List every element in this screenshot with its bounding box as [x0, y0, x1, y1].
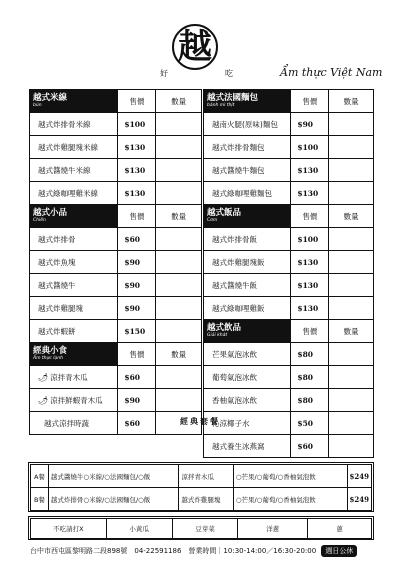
set-side: 涼拌青木瓜: [179, 465, 233, 488]
set-drink-choice[interactable]: ○芒果/○葡萄/○香柚氣泡飲: [233, 465, 347, 488]
menu-item-row: [30, 251, 202, 274]
section-title: 越式小品 Chiên: [30, 205, 118, 228]
section-header-snack: [30, 205, 202, 228]
item-price: $60: [118, 366, 156, 389]
menu-item-row: [204, 251, 374, 274]
store-address-hours: 台中市西屯區黎明路二段898號 04-22591186 營業時間｜10:30-14:00／16:30-20:00: [30, 547, 317, 555]
price-header: 售價: [291, 320, 329, 343]
item-price: $150: [118, 320, 156, 343]
set-meal-row-b: [31, 488, 372, 511]
set-side: 越式炸雞腿塊: [179, 488, 233, 511]
set-tag: B餐: [31, 488, 49, 511]
section-header-bread: [204, 90, 374, 113]
item-price: $130: [291, 182, 329, 205]
closed-day-badge: 週日公休: [321, 545, 357, 557]
item-price: $90: [118, 274, 156, 297]
qty-cell[interactable]: [329, 182, 374, 205]
item-name: 🌶 涼拌鮮蝦青木瓜: [30, 389, 118, 412]
item-price: $90: [291, 113, 329, 136]
item-name: 葡萄氣泡冰飲: [204, 366, 291, 389]
item-name: 越式炸雞腿塊飯: [204, 251, 291, 274]
menu-item-row: [204, 435, 374, 458]
qty-header: 數量: [329, 90, 374, 113]
qty-cell[interactable]: [329, 136, 374, 159]
item-price: $90: [118, 297, 156, 320]
menu-item-row: [30, 389, 202, 412]
item-name: 越南火腿(原味)麵包: [204, 113, 291, 136]
exclusion-option-scallion[interactable]: 蔥: [308, 519, 372, 539]
qty-cell[interactable]: [156, 274, 202, 297]
menu-item-row: [30, 320, 202, 343]
section-header-drink: [204, 320, 374, 343]
item-name: 越式醬燒牛麵包: [204, 159, 291, 182]
menu-item-row: [204, 389, 374, 412]
menu-item-row: [30, 366, 202, 389]
item-name: 越式炸排骨飯: [204, 228, 291, 251]
set-tag: A餐: [31, 465, 49, 488]
menu-item-row: [204, 366, 374, 389]
set-meal-title: 經典套餐: [180, 417, 220, 426]
qty-header: 數量: [329, 205, 374, 228]
item-price: $130: [118, 182, 156, 205]
qty-cell[interactable]: [156, 297, 202, 320]
set-main-choice[interactable]: 越式炸排骨○米線/○法國麵包/○飯: [48, 488, 178, 511]
section-header-cold: [30, 343, 202, 366]
item-price: $130: [118, 159, 156, 182]
menu-item-row: [30, 182, 202, 205]
set-price: $249: [347, 465, 372, 488]
chili-icon: 🌶: [38, 395, 49, 405]
brand-name: Ẩm thực Việt Nam: [280, 66, 383, 79]
menu-item-row: [204, 343, 374, 366]
item-price: $100: [291, 136, 329, 159]
qty-cell[interactable]: [329, 228, 374, 251]
menu-item-row: [30, 159, 202, 182]
section-header-noodle: [30, 90, 202, 113]
qty-header: 數量: [156, 343, 202, 366]
menu-item-row: [204, 274, 374, 297]
item-name: 越式綠咖哩雞麵包: [204, 182, 291, 205]
section-title: 經典小食 Ẩm thực lạnh: [30, 343, 118, 366]
menu-item-row: [30, 274, 202, 297]
menu-header: [0, 0, 400, 90]
item-name: 越式綠咖哩雞飯: [204, 297, 291, 320]
qty-cell[interactable]: [156, 136, 202, 159]
qty-cell[interactable]: [156, 182, 202, 205]
menu-item-row: [204, 228, 374, 251]
item-price: $80: [291, 389, 329, 412]
item-name: 越式醬燒牛米線: [30, 159, 118, 182]
item-name: 越式涼拌時蔬: [30, 412, 118, 435]
set-meal-table: [30, 464, 372, 511]
item-price: $100: [118, 113, 156, 136]
item-name: 越式炸雞腿塊: [30, 297, 118, 320]
qty-cell[interactable]: [329, 274, 374, 297]
set-drink-choice[interactable]: ○芒果/○葡萄/○香柚氣泡飲: [233, 488, 347, 511]
qty-cell[interactable]: [156, 251, 202, 274]
exclusion-option-cucumber[interactable]: 小黃瓜: [106, 519, 172, 539]
qty-cell[interactable]: [156, 320, 202, 343]
menu-item-row: [30, 136, 202, 159]
item-price: $80: [291, 366, 329, 389]
section-title: 越式法國麵包 bánh mì thịt: [204, 90, 291, 113]
menu-item-row: [204, 182, 374, 205]
section-title: 越式飲品 Giải khát: [204, 320, 291, 343]
item-price: $130: [291, 251, 329, 274]
item-name: 越式醬燒牛: [30, 274, 118, 297]
price-header: 售價: [118, 90, 156, 113]
menu-right-column: [203, 89, 374, 458]
qty-cell[interactable]: [329, 343, 374, 366]
item-name: 越式炸魚塊: [30, 251, 118, 274]
item-name: 越式炸雞腿塊米線: [30, 136, 118, 159]
menu-item-row: [204, 113, 374, 136]
store-info-footer: [30, 545, 357, 557]
qty-cell[interactable]: [156, 366, 202, 389]
price-header: 售價: [291, 205, 329, 228]
item-price: $100: [291, 228, 329, 251]
menu-item-row: [204, 297, 374, 320]
qty-cell[interactable]: [156, 228, 202, 251]
menu-item-row: [204, 159, 374, 182]
item-name: 越式養生冰燕窩: [204, 435, 291, 458]
section-header-rice: [204, 205, 374, 228]
item-price: $130: [291, 297, 329, 320]
qty-cell[interactable]: [329, 366, 374, 389]
exclusion-option-bean-sprouts[interactable]: 豆芽菜: [172, 519, 238, 539]
item-price: $90: [118, 389, 156, 412]
menu-left-column: [29, 89, 202, 435]
logo-left-char: 好: [160, 69, 168, 78]
qty-cell[interactable]: [329, 297, 374, 320]
exclusion-option-onion[interactable]: 洋蔥: [238, 519, 308, 539]
item-price: $60: [118, 228, 156, 251]
qty-header: 數量: [156, 90, 202, 113]
price-header: 售價: [291, 90, 329, 113]
qty-cell[interactable]: [156, 113, 202, 136]
qty-header: 數量: [156, 205, 202, 228]
qty-header: 數量: [329, 320, 374, 343]
set-price: $249: [347, 488, 372, 511]
item-name: 越式炸排骨麵包: [204, 136, 291, 159]
item-price: $130: [291, 159, 329, 182]
exclusion-instruction: 不吃請打X: [31, 519, 107, 539]
item-name: 越式醬燒牛飯: [204, 274, 291, 297]
item-name: 越式炸蝦餅: [30, 320, 118, 343]
item-name: 香柚氣泡冰飲: [204, 389, 291, 412]
section-title: 越式米線 bún: [30, 90, 118, 113]
item-price: $130: [291, 274, 329, 297]
item-price: $50: [291, 412, 329, 435]
item-price: $90: [118, 251, 156, 274]
item-name: 越式綠咖哩雞米線: [30, 182, 118, 205]
item-name: 越式炸排骨米線: [30, 113, 118, 136]
logo-emblem: [172, 24, 218, 70]
qty-cell[interactable]: [329, 159, 374, 182]
qty-cell[interactable]: [329, 251, 374, 274]
section-title: 越式飯品 Cơm: [204, 205, 291, 228]
logo-right-char: 吃: [225, 69, 233, 78]
qty-cell[interactable]: [156, 159, 202, 182]
menu-item-row: [30, 113, 202, 136]
menu-item-row: [30, 228, 202, 251]
item-price: $130: [118, 136, 156, 159]
item-name: 沁涼椰子水: [204, 412, 291, 435]
item-name: 🌶 涼拌青木瓜: [30, 366, 118, 389]
item-price: $60: [291, 435, 329, 458]
set-meal-row-a: [31, 465, 372, 488]
item-price: $60: [118, 412, 156, 435]
item-name: 越式炸排骨: [30, 228, 118, 251]
logo-character: 越: [178, 27, 212, 67]
exclusion-options-table: [30, 518, 372, 539]
menu-item-row: [30, 297, 202, 320]
qty-cell[interactable]: [156, 389, 202, 412]
price-header: 售價: [118, 343, 156, 366]
qty-cell[interactable]: [329, 435, 374, 458]
item-price: $80: [291, 343, 329, 366]
qty-cell[interactable]: [329, 113, 374, 136]
qty-cell[interactable]: [329, 389, 374, 412]
price-header: 售價: [118, 205, 156, 228]
menu-item-row: [204, 136, 374, 159]
set-main-choice[interactable]: 越式醬燒牛○米線/○法國麵包/○飯: [48, 465, 178, 488]
item-name: 芒果氣泡冰飲: [204, 343, 291, 366]
chili-icon: 🌶: [38, 372, 49, 382]
